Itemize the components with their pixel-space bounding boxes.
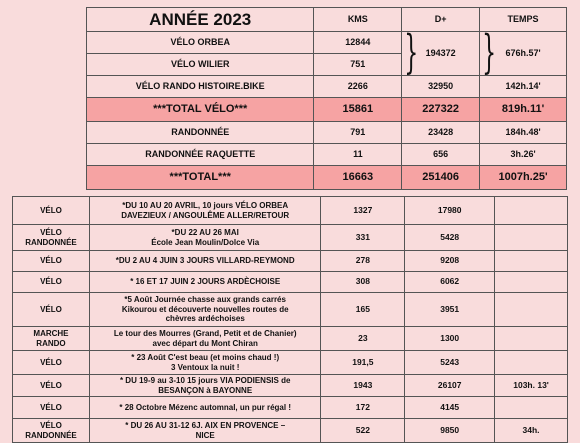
activity-row	[13, 272, 568, 293]
activity-type-line: MARCHE	[33, 329, 69, 339]
activity-temps: 103h. 13'	[495, 375, 568, 397]
raquette-dplus: 656	[402, 144, 480, 166]
activity-type-line: VÉLO	[40, 357, 62, 367]
activity-row	[13, 327, 568, 351]
activity-temps	[495, 351, 568, 375]
total-velo-dplus: 227322	[402, 98, 480, 122]
activity-row	[13, 397, 568, 419]
activity-dplus: 3951	[405, 293, 495, 327]
combined-dplus: 194372	[425, 48, 456, 59]
activity-type-line: VÉLO	[40, 205, 62, 215]
activity-row	[13, 351, 568, 375]
activity-kms: 165	[321, 293, 405, 327]
activity-description-line: *DU 2 AU 4 JUIN 3 JOURS VILLARD-REYMOND	[115, 256, 295, 266]
velo-rando-dplus: 32950	[402, 76, 480, 98]
randonnee-label: RANDONNÉE	[87, 122, 314, 144]
activity-type	[13, 293, 90, 327]
activity-type	[13, 419, 90, 443]
total-velo-temps: 819h.11'	[480, 98, 567, 122]
total-velo-label: ***TOTAL VÉLO***	[87, 98, 314, 122]
activity-description-line: 3 Ventoux la nuit !	[170, 362, 240, 372]
summary-table	[86, 7, 567, 190]
activity-kms: 331	[321, 225, 405, 251]
activity-description-line: DAVEZIEUX / ANGOULÊME ALLER/RETOUR	[121, 210, 290, 220]
activity-temps	[495, 272, 568, 293]
activity-temps	[495, 327, 568, 351]
activity-description-line: *DU 10 AU 20 AVRIL, 10 jours VÉLO ORBEA	[122, 200, 289, 210]
activity-row	[13, 293, 568, 327]
randonnee-dplus: 23428	[402, 122, 480, 144]
randonnee-temps: 184h.48'	[480, 122, 567, 144]
activity-temps	[495, 225, 568, 251]
activity-description-line: avec départ du Mont Chiran	[152, 338, 258, 348]
row-randonnee-raquette	[87, 144, 567, 166]
activity-dplus: 6062	[405, 272, 495, 293]
activity-description-line: BESANÇON à BAYONNE	[158, 385, 253, 395]
activity-description-line: * 28 Octobre Mézenc automnal, un pur régal !	[119, 402, 291, 412]
activity-temps	[495, 251, 568, 272]
activity-type-line: VÉLO	[40, 228, 62, 238]
activity-row	[13, 251, 568, 272]
raquette-label: RANDONNÉE RAQUETTE	[87, 144, 314, 166]
activity-description	[89, 251, 321, 272]
activity-dplus: 5243	[405, 351, 495, 375]
activity-description	[89, 225, 321, 251]
activity-description	[89, 351, 321, 375]
total-velo-kms: 15861	[314, 98, 402, 122]
activity-temps	[495, 397, 568, 419]
activity-dplus: 9850	[405, 419, 495, 443]
activity-description	[89, 272, 321, 293]
activity-description-line: École Jean Moulin/Dolce Via	[151, 237, 260, 247]
activity-description-line: * DU 19-9 au 3-10 15 jours VIA PODIENSIS de	[119, 375, 291, 385]
activity-type	[13, 351, 90, 375]
activity-description-line: *DU 22 AU 26 MAI	[171, 227, 239, 237]
activity-type-line: VÉLO	[40, 277, 62, 287]
header-kms: KMS	[314, 8, 402, 32]
velo-wilier-label: VÉLO WILIER	[87, 54, 314, 76]
activity-description-line: * 16 ET 17 JUIN 2 JOURS ARDÈCHOISE	[130, 277, 281, 287]
activity-row	[13, 419, 568, 443]
activity-dplus: 4145	[405, 397, 495, 419]
activity-description-line: chèvres ardéchoises	[165, 314, 245, 324]
activity-type-line: VÉLO	[40, 380, 62, 390]
activity-kms: 191,5	[321, 351, 405, 375]
activity-description-line: Le tour des Mourres (Grand, Petit et de Chanier)	[113, 328, 297, 338]
activity-temps: 34h.	[495, 419, 568, 443]
activity-dplus: 9208	[405, 251, 495, 272]
brace-icon: }	[482, 26, 497, 80]
activity-kms: 522	[321, 419, 405, 443]
activity-type	[13, 225, 90, 251]
activity-type-line: VÉLO	[40, 402, 62, 412]
activity-description-line: NICE	[195, 430, 215, 440]
activity-description	[89, 327, 321, 351]
activity-type-line: VÉLO	[40, 256, 62, 266]
velo-wilier-kms: 751	[314, 54, 402, 76]
activity-description-line: *5 Août Journée chasse aux grands carrés	[124, 295, 286, 305]
combined-temps: 676h.57'	[505, 48, 541, 59]
velo-orbea-kms: 12844	[314, 32, 402, 54]
activities-table	[12, 196, 568, 443]
activity-description-line: * DU 26 AU 31-12 6J. AIX EN PROVENCE –	[125, 420, 286, 430]
row-randonnee	[87, 122, 567, 144]
activity-type	[13, 327, 90, 351]
row-total-velo	[87, 98, 567, 122]
activity-kms: 308	[321, 272, 405, 293]
activity-row	[13, 375, 568, 397]
activity-description	[89, 397, 321, 419]
activity-type-line: RANDONNÉE	[25, 237, 77, 247]
activity-type-line: RANDO	[36, 338, 66, 348]
activity-description	[89, 293, 321, 327]
activity-description-line: * 23 Août C'est beau (et moins chaud !)	[131, 352, 280, 362]
activity-kms: 278	[321, 251, 405, 272]
total-dplus: 251406	[402, 166, 480, 190]
activity-description	[89, 419, 321, 443]
activity-type	[13, 375, 90, 397]
activity-dplus: 1300	[405, 327, 495, 351]
total-kms: 16663	[314, 166, 402, 190]
activity-kms: 172	[321, 397, 405, 419]
activity-dplus: 17980	[405, 197, 495, 225]
activity-type	[13, 272, 90, 293]
total-temps: 1007h.25'	[480, 166, 567, 190]
activity-description-line: Kikourou et découverte nouvelles routes de	[121, 304, 289, 314]
activity-temps	[495, 197, 568, 225]
activity-temps	[495, 293, 568, 327]
brace-icon: }	[404, 26, 419, 80]
total-label: ***TOTAL***	[87, 166, 314, 190]
activity-kms: 1943	[321, 375, 405, 397]
velo-rando-label: VÉLO RANDO HISTOIRE.BIKE	[87, 76, 314, 98]
combined-temps-cell	[480, 26, 567, 80]
activity-dplus: 5428	[405, 225, 495, 251]
activity-type-line: VÉLO	[40, 421, 62, 431]
velo-orbea-label: VÉLO ORBEA	[87, 32, 314, 54]
activity-kms: 23	[321, 327, 405, 351]
header-temps: TEMPS	[480, 8, 567, 32]
raquette-kms: 11	[314, 144, 402, 166]
activity-dplus: 26107	[405, 375, 495, 397]
header-dplus: D+	[402, 8, 480, 32]
activity-kms: 1327	[321, 197, 405, 225]
activity-description	[89, 375, 321, 397]
activity-row	[13, 197, 568, 225]
activity-type-line: RANDONNÉE	[25, 430, 77, 440]
activity-type	[13, 397, 90, 419]
activity-row	[13, 225, 568, 251]
row-velo-orbea	[87, 32, 567, 54]
page-title: ANNÉE 2023	[87, 8, 314, 32]
activity-type	[13, 251, 90, 272]
activity-description	[89, 197, 321, 225]
activity-type-line: VÉLO	[40, 304, 62, 314]
combined-dplus-cell	[402, 26, 480, 80]
randonnee-kms: 791	[314, 122, 402, 144]
row-total	[87, 166, 567, 190]
activity-type	[13, 197, 90, 225]
velo-rando-kms: 2266	[314, 76, 402, 98]
velo-rando-temps: 142h.14'	[480, 76, 567, 98]
raquette-temps: 3h.26'	[480, 144, 567, 166]
